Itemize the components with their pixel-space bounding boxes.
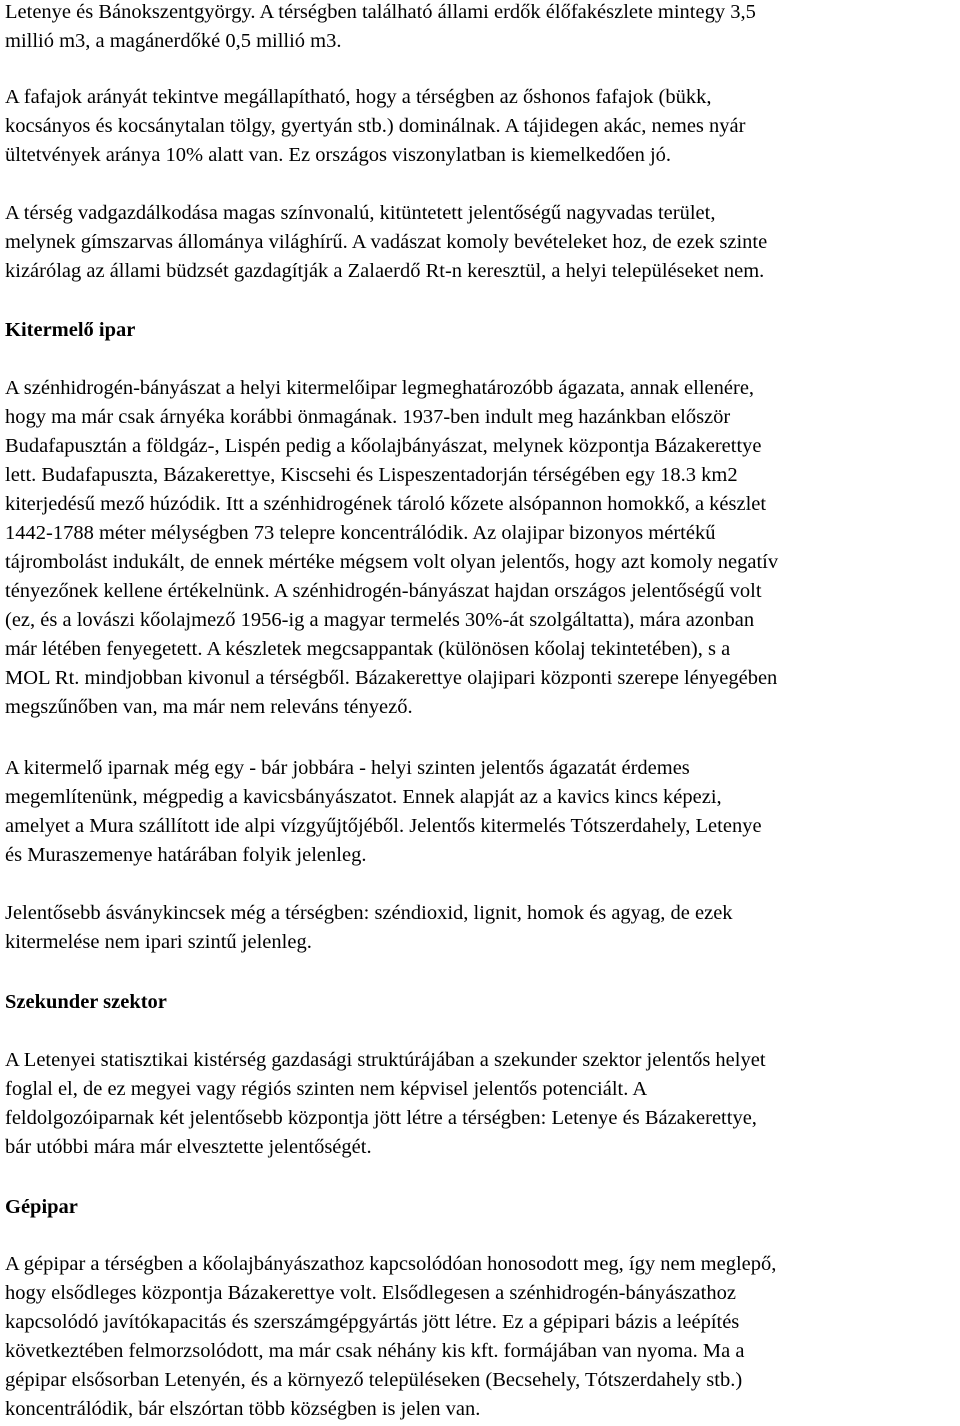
text-line: Letenye és Bánokszentgyörgy. A térségben található állami erdők élőfakészlete mintegy 3,5	[5, 1, 756, 23]
text-line: bár utóbbi mára már elvesztette jelentőségét.	[5, 1136, 372, 1158]
text-line: A gépipar a térségben a kőolajbányászathoz kapcsolódóan honosodott meg, így nem meglepő,	[5, 1253, 777, 1275]
text-line: kocsányos és kocsánytalan tölgy, gyertyán stb.) dominálnak. A tájidegen akác, nemes nyár	[5, 115, 746, 137]
text-line: Jelentősebb ásványkincsek még a térségben: széndioxid, lignit, homok és agyag, de ezek	[5, 902, 733, 924]
text-line: A fafajok arányát tekintve megállapítható, hogy a térségben az őshonos fafajok (bükk,	[5, 86, 712, 108]
text-line: foglal el, de ez megyei vagy régiós szinten nem képvisel jelentős potenciált. A	[5, 1078, 648, 1100]
text-line: A szénhidrogén-bányászat a helyi kitermelőipar legmeghatározóbb ágazata, annak ellenére,	[5, 377, 755, 399]
text-line: MOL Rt. mindjobban kivonul a térségből. Bázakerettye olajipari központi szerepe lényegében	[5, 667, 778, 689]
text-line: tájrombolást indukált, de ennek mértéke mégsem volt olyan jelentős, hogy azt komoly negatív	[5, 551, 779, 573]
text-line: megemlítenünk, mégpedig a kavicsbányászatot. Ennek alapját az a kavics kincs képezi,	[5, 786, 722, 808]
text-line: hogy ma már csak árnyéka korábbi önmagának. 1937-ben indult meg hazánkban először	[5, 406, 731, 428]
text-line: feldolgozóiparnak két jelentősebb központja jött létre a térségben: Letenye és Bázakerettye,	[5, 1107, 757, 1129]
text-line: lett. Budafapuszta, Bázakerettye, Kiscsehi és Lispeszentadorján térségében egy 18.3 km2	[5, 464, 738, 486]
text-line: és Muraszemenye határában folyik jelenleg.	[5, 844, 367, 866]
text-line: kiterjedésű mező húzódik. Itt a szénhidrogének tároló kőzete alsópannon homokkő, a készlet	[5, 493, 767, 515]
text-line: A térség vadgazdálkodása magas színvonalú, kitüntetett jelentőségű nagyvadas terület,	[5, 202, 716, 224]
text-line: gépipar elsősorban Letenyén, és a környező településeken (Becsehely, Tótszerdahely stb.)	[5, 1369, 743, 1391]
text-line: (ez, és a lovászi kőolajmező 1956-ig a magyar termelés 30%-át szolgáltatta), mára azonban	[5, 609, 755, 631]
text-line: Budafapusztán a földgáz-, Lispén pedig a kőolajbányászat, melynek központja Bázakerettye	[5, 435, 762, 457]
text-line: melynek gímszarvas állománya világhírű. A vadászat komoly bevételeket hoz, de ezek szinte	[5, 231, 768, 253]
text-line: 1442-1788 méter mélységben 73 telepre koncentrálódik. Az olajipar bizonyos mértékű	[5, 522, 716, 544]
heading-szekunder-szektor: Szekunder szektor	[5, 991, 167, 1013]
text-line: kizárólag az állami büdzsét gazdagítják a Zalaerdő Rt-n keresztül, a helyi településeket nem.	[5, 260, 765, 282]
heading-kitermelo-ipar: Kitermelő ipar	[5, 319, 136, 341]
text-line: A kitermelő iparnak még egy - bár jobbára - helyi szinten jelentős ágazatát érdemes	[5, 757, 690, 779]
text-line: már létében fenyegetett. A készletek megcsappantak (különösen kőolaj tekintetében), s a	[5, 638, 731, 660]
text-line: megszűnőben van, ma már nem releváns tényező.	[5, 696, 413, 718]
text-line: millió m3, a magánerdőké 0,5 millió m3.	[5, 30, 342, 52]
heading-gepipar: Gépipar	[5, 1196, 78, 1218]
text-line: koncentrálódik, bár elszórtan több községben is jelen van.	[5, 1398, 481, 1420]
text-line: amelyet a Mura szállított ide alpi vízgyűjtőjéből. Jelentős kitermelés Tótszerdahely, Letenye	[5, 815, 762, 837]
text-line: ültetvények aránya 10% alatt van. Ez országos viszonylatban is kiemelkedően jó.	[5, 144, 672, 166]
text-line: tényezőnek kellene értékelnünk. A szénhidrogén-bányászat hajdan országos jelentőségű volt	[5, 580, 762, 602]
text-line: hogy elsődleges központja Bázakerettye volt. Elsődlegesen a szénhidrogén-bányászathoz	[5, 1282, 736, 1304]
text-line: következtében felmorzsolódott, ma már csak néhány kis kft. formájában van nyoma. Ma a	[5, 1340, 745, 1362]
text-line: kapcsolódó javítókapacitás és szerszámgépgyártás jött létre. Ez a gépipari bázis a leépítés	[5, 1311, 740, 1333]
text-line: A Letenyei statisztikai kistérség gazdasági struktúrájában a szekunder szektor jelentős helyet	[5, 1049, 766, 1071]
text-line: kitermelése nem ipari szintű jelenleg.	[5, 931, 312, 953]
